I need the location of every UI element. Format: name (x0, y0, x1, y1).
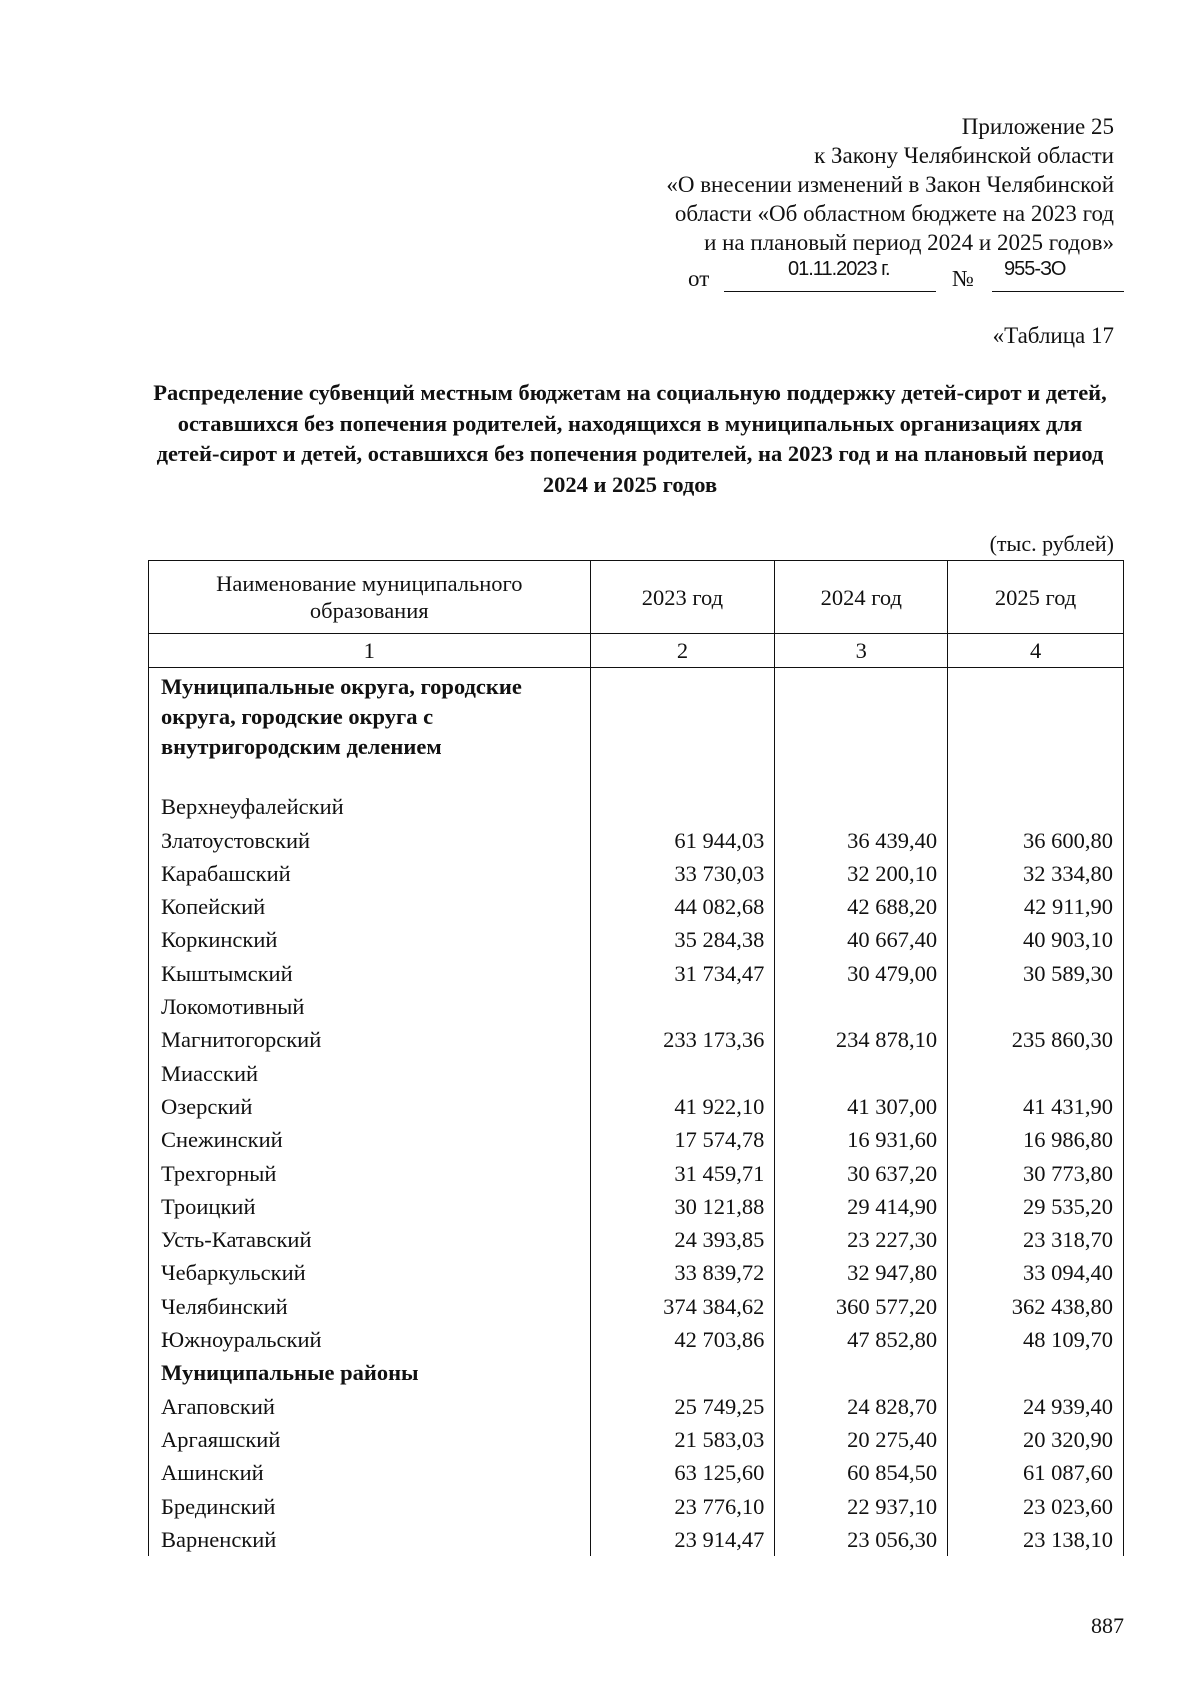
municipality-name: Коркинский (149, 923, 591, 956)
value-2023: 44 082,68 (590, 890, 775, 923)
municipality-name: Агаповский (149, 1390, 591, 1423)
municipality-name: Локомотивный (149, 990, 591, 1023)
value-2023: 63 125,60 (590, 1456, 775, 1489)
table-row (149, 1290, 1124, 1323)
value-2024: 30 479,00 (775, 957, 948, 990)
value-2024: 42 688,20 (775, 890, 948, 923)
value-2024: 24 828,70 (775, 1390, 948, 1423)
value-2024: 60 854,50 (775, 1456, 948, 1489)
municipality-name: Чебаркульский (149, 1256, 591, 1289)
value-2024: 22 937,10 (775, 1490, 948, 1523)
value-2025: 362 438,80 (948, 1290, 1124, 1323)
value-2024: 234 878,10 (775, 1023, 948, 1056)
municipality-name: Ашинский (149, 1456, 591, 1489)
group-row (149, 1356, 1124, 1389)
municipality-name: Челябинский (149, 1290, 591, 1323)
table-row (149, 790, 1124, 823)
municipality-name: Кыштымский (149, 957, 591, 990)
column-number-row (149, 634, 1124, 668)
table-row (149, 1090, 1124, 1123)
value-2025: 42 911,90 (948, 890, 1124, 923)
municipality-name: Варненский (149, 1523, 591, 1556)
header-line: к Закону Челябинской области (814, 143, 1114, 168)
value-2023 (590, 790, 775, 823)
value-2025: 36 600,80 (948, 824, 1124, 857)
value-2024: 360 577,20 (775, 1290, 948, 1323)
table-row (149, 1256, 1124, 1289)
table-row (149, 890, 1124, 923)
table-row (149, 1523, 1124, 1556)
municipality-name: Озерский (149, 1090, 591, 1123)
value-2023: 21 583,03 (590, 1423, 775, 1456)
value-2023: 41 922,10 (590, 1090, 775, 1123)
municipality-name: Троицкий (149, 1190, 591, 1223)
municipality-name: Брединский (149, 1490, 591, 1523)
value-2025: 41 431,90 (948, 1090, 1124, 1123)
value-2023: 23 914,47 (590, 1523, 775, 1556)
value-2025: 23 138,10 (948, 1523, 1124, 1556)
header-line: и на плановый период 2024 и 2025 годов» (704, 230, 1114, 255)
value-2025 (948, 990, 1124, 1023)
value-2023: 61 944,03 (590, 824, 775, 857)
value-2023: 30 121,88 (590, 1190, 775, 1223)
col-header-name: Наименование муниципального образования (149, 561, 591, 634)
value-2024: 41 307,00 (775, 1090, 948, 1123)
table-row (149, 1057, 1124, 1090)
value-2025: 30 773,80 (948, 1157, 1124, 1190)
value-2023: 374 384,62 (590, 1290, 775, 1323)
municipality-name: Усть-Катавский (149, 1223, 591, 1256)
law-date: 01.11.2023 г. (788, 258, 890, 280)
value-2024: 29 414,90 (775, 1190, 948, 1223)
table-row (149, 1423, 1124, 1456)
value-2024 (775, 1057, 948, 1090)
col-number: 2 (590, 634, 775, 668)
value-2023: 31 459,71 (590, 1157, 775, 1190)
value-2025: 61 087,60 (948, 1456, 1124, 1489)
col-number: 3 (775, 634, 948, 668)
appendix-header (666, 112, 1114, 257)
value-2025 (948, 790, 1124, 823)
value-2023: 42 703,86 (590, 1323, 775, 1356)
value-2023: 31 734,47 (590, 957, 775, 990)
col-header-2023: 2023 год (590, 561, 775, 634)
col-number: 4 (948, 634, 1124, 668)
municipality-name: Златоустовский (149, 824, 591, 857)
number-label: № (952, 266, 974, 291)
value-2023 (590, 990, 775, 1023)
value-2025: 23 318,70 (948, 1223, 1124, 1256)
value-2024: 16 931,60 (775, 1123, 948, 1156)
value-2025: 23 023,60 (948, 1490, 1124, 1523)
table-row (149, 1323, 1124, 1356)
group-heading: Муниципальные районы (149, 1356, 591, 1389)
value-2024: 30 637,20 (775, 1157, 948, 1190)
value-2023: 233 173,36 (590, 1023, 775, 1056)
col-number: 1 (149, 634, 591, 668)
municipality-name: Карабашский (149, 857, 591, 890)
table-row (149, 923, 1124, 956)
value-2024 (775, 790, 948, 823)
value-2023: 25 749,25 (590, 1390, 775, 1423)
municipality-name: Магнитогорский (149, 1023, 591, 1056)
municipality-name: Снежинский (149, 1123, 591, 1156)
value-2023: 33 730,03 (590, 857, 775, 890)
table-row (149, 1123, 1124, 1156)
value-2025: 24 939,40 (948, 1390, 1124, 1423)
table-row (149, 1490, 1124, 1523)
value-2025 (948, 1057, 1124, 1090)
table-row (149, 1157, 1124, 1190)
table-label: «Таблица 17 (992, 323, 1114, 348)
value-2023: 24 393,85 (590, 1223, 775, 1256)
value-2025: 29 535,20 (948, 1190, 1124, 1223)
value-2023: 17 574,78 (590, 1123, 775, 1156)
header-line: области «Об областном бюджете на 2023 год (674, 201, 1114, 226)
table-row (149, 1390, 1124, 1423)
subvention-table (148, 560, 1124, 1556)
table-row (149, 1456, 1124, 1489)
group-heading: Муниципальные округа, городские округа, городские округа с внутригородским делением (149, 668, 591, 791)
value-2025: 235 860,30 (948, 1023, 1124, 1056)
table-row (149, 1023, 1124, 1056)
municipality-name: Верхнеуфалейский (149, 790, 591, 823)
value-2025: 33 094,40 (948, 1256, 1124, 1289)
value-2024: 40 667,40 (775, 923, 948, 956)
table-row (149, 824, 1124, 857)
table-row (149, 1190, 1124, 1223)
value-2025: 30 589,30 (948, 957, 1124, 990)
value-2024: 47 852,80 (775, 1323, 948, 1356)
value-2024: 23 056,30 (775, 1523, 948, 1556)
value-2024: 32 947,80 (775, 1256, 948, 1289)
col-header-2025: 2025 год (948, 561, 1124, 634)
value-2024: 36 439,40 (775, 824, 948, 857)
value-2024: 32 200,10 (775, 857, 948, 890)
header-line: Приложение 25 (961, 114, 1114, 139)
value-2025: 16 986,80 (948, 1123, 1124, 1156)
law-date-number (688, 258, 1124, 294)
municipality-name: Трехгорный (149, 1157, 591, 1190)
value-2024: 23 227,30 (775, 1223, 948, 1256)
table-row (149, 957, 1124, 990)
col-header-2024: 2024 год (775, 561, 948, 634)
header-line: «О внесении изменений в Закон Челябинской (666, 172, 1114, 197)
document-title: Распределение субвенций местным бюджетам на социальную поддержку детей-сирот и детей, оставшихся без попечения родителей, находящихся в муниципальных организациях для детей-сирот и детей, оставшихся без попечения родителей, на 2023 год и на плановый период 2024 и 2025 годов (153, 380, 1107, 497)
table-header-row (149, 561, 1124, 634)
table-row (149, 1223, 1124, 1256)
municipality-name: Копейский (149, 890, 591, 923)
municipality-name: Аргаяшский (149, 1423, 591, 1456)
units-label: (тыс. рублей) (989, 531, 1114, 556)
value-2025: 40 903,10 (948, 923, 1124, 956)
value-2025: 20 320,90 (948, 1423, 1124, 1456)
group-row (149, 668, 1124, 791)
value-2024 (775, 990, 948, 1023)
value-2025: 48 109,70 (948, 1323, 1124, 1356)
value-2023: 23 776,10 (590, 1490, 775, 1523)
table-row (149, 990, 1124, 1023)
value-2025: 32 334,80 (948, 857, 1124, 890)
municipality-name: Миасский (149, 1057, 591, 1090)
value-2024: 20 275,40 (775, 1423, 948, 1456)
value-2023: 33 839,72 (590, 1256, 775, 1289)
value-2023 (590, 1057, 775, 1090)
from-label: от (688, 266, 710, 291)
table-row (149, 857, 1124, 890)
value-2023: 35 284,38 (590, 923, 775, 956)
municipality-name: Южноуральский (149, 1323, 591, 1356)
page-number: 887 (1091, 1613, 1124, 1638)
law-number: 955-ЗО (1004, 258, 1066, 280)
